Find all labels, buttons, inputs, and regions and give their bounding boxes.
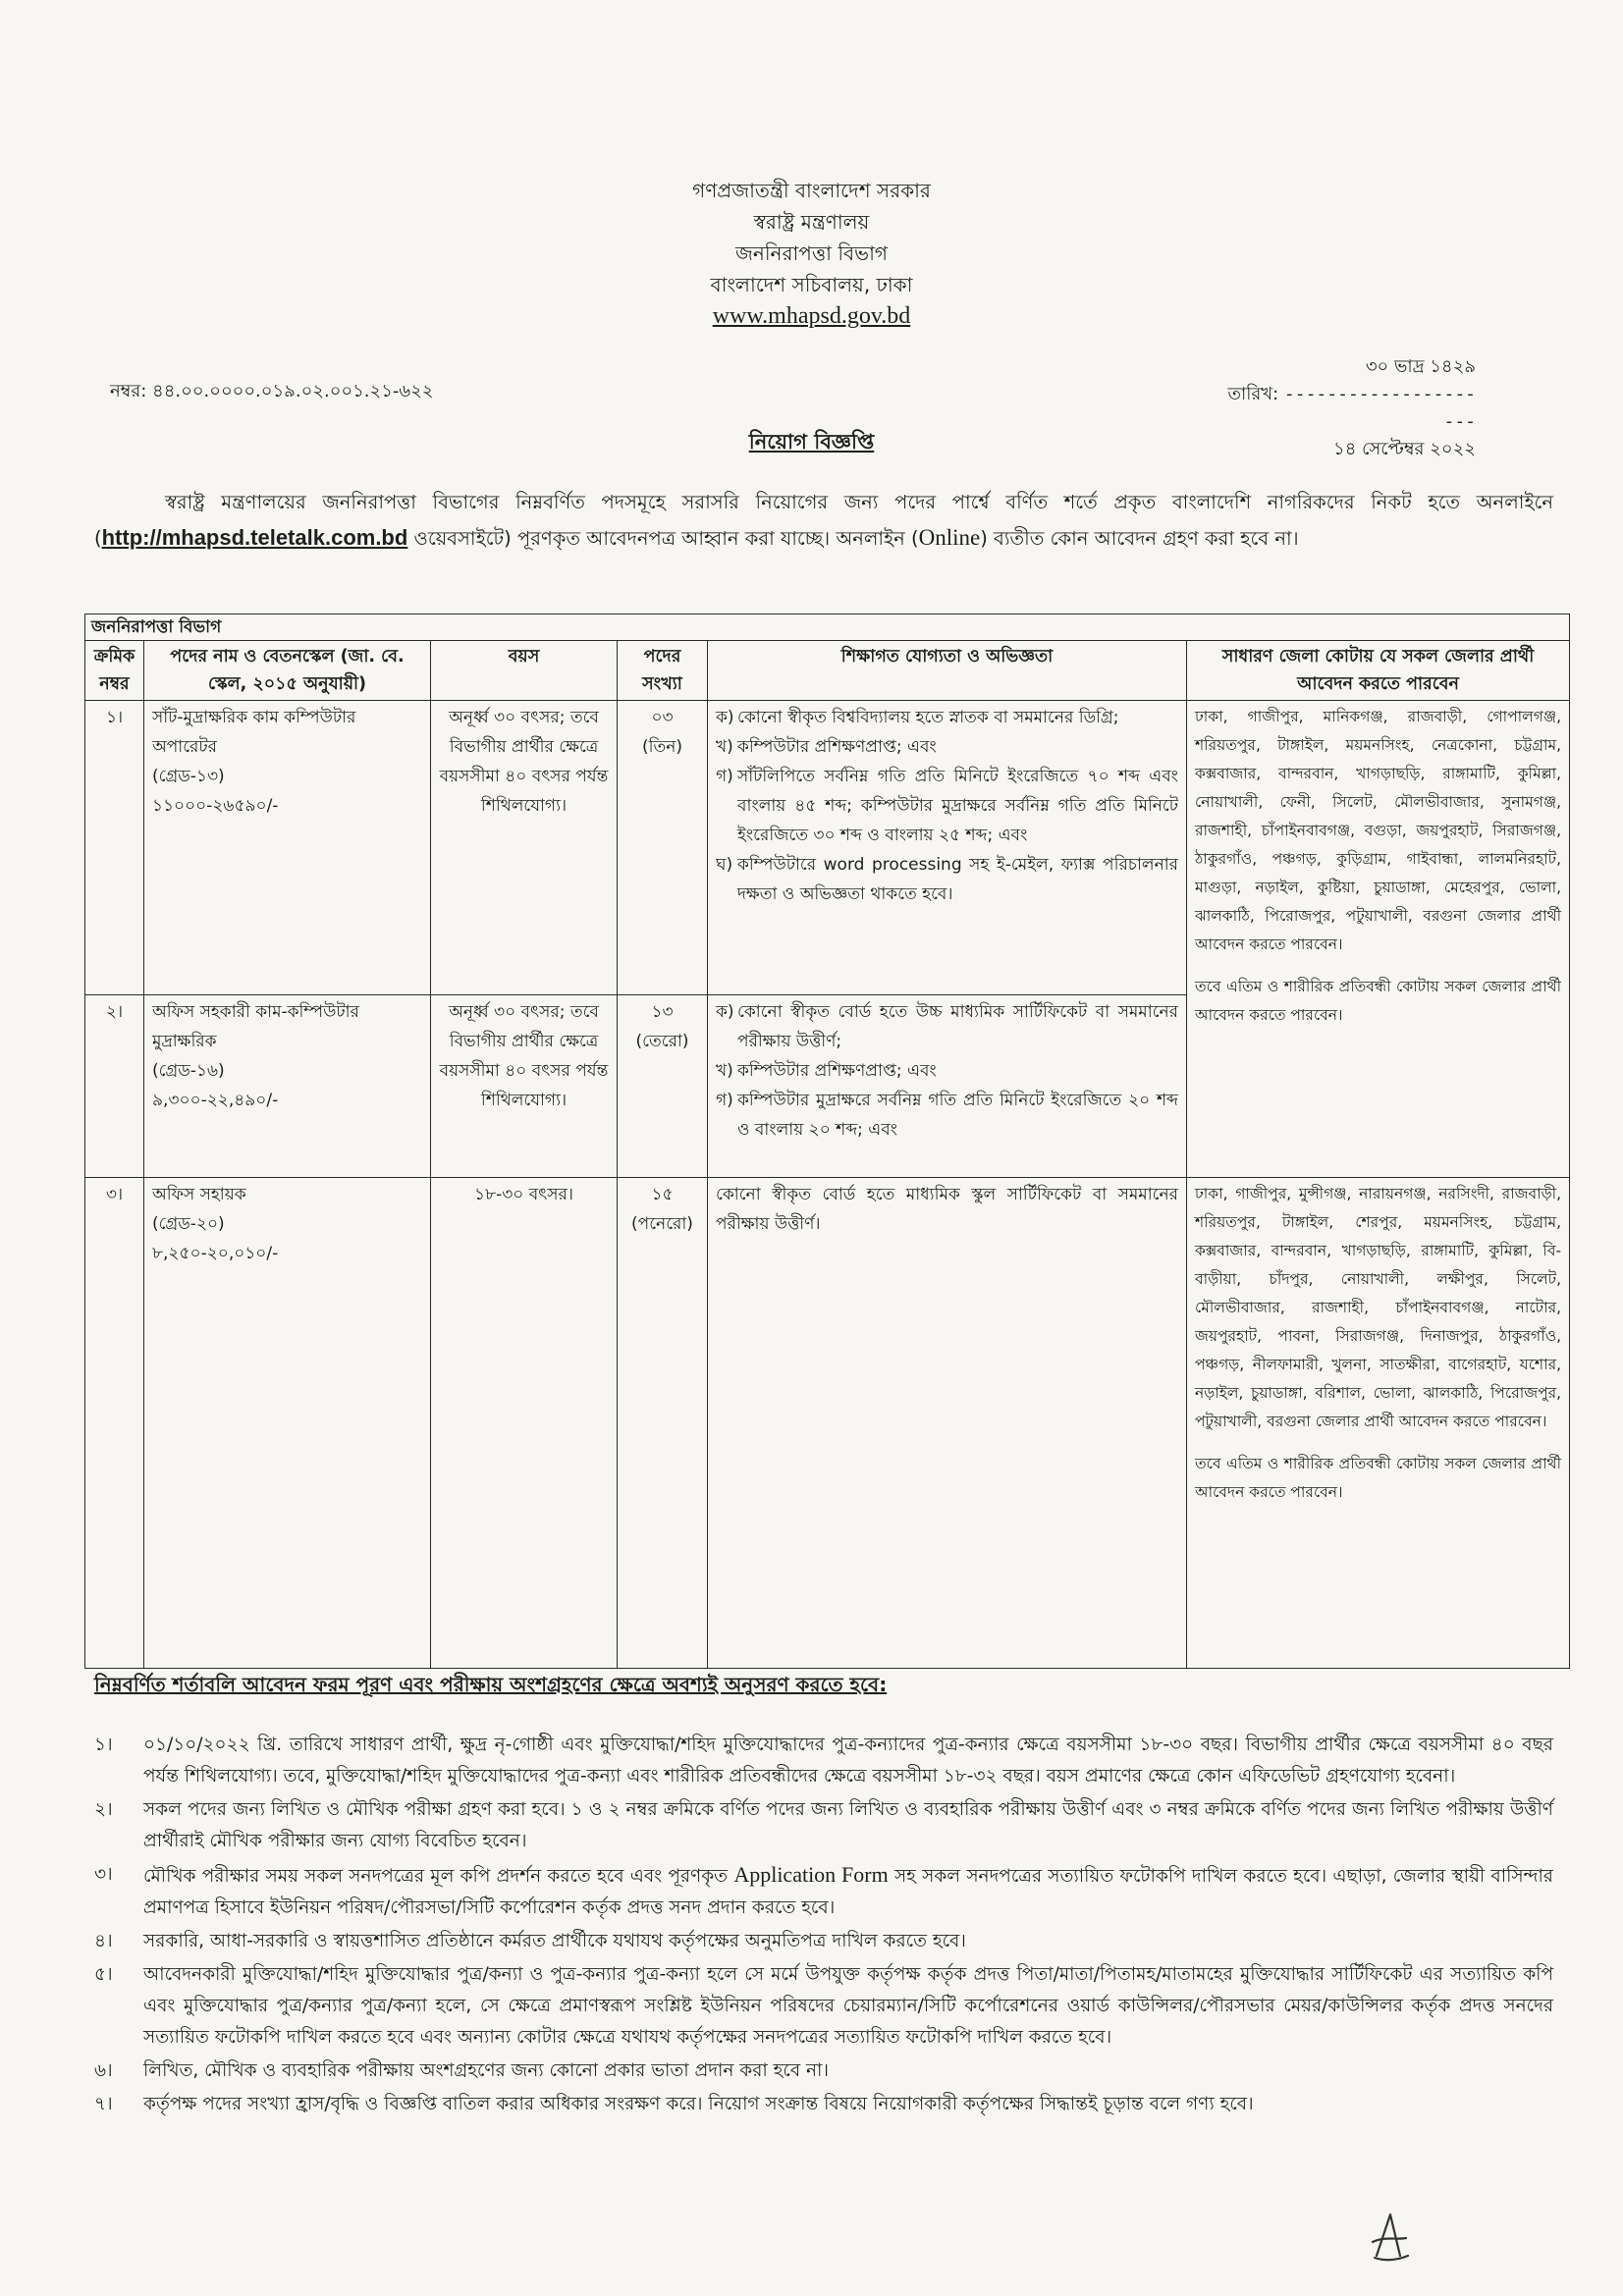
condition-item: ১। ০১/১০/২০২২ খ্রি. তারিখে সাধারণ প্রার্থী, ক্ষুদ্র নৃ-গোষ্ঠী এবং মুক্তিযোদ্ধা/শহিদ মুক্তিযোদ্ধাদের পুত্র-কন্যাদের পুত্র-কন্যার ক্ষেত্রে বয়সসীমা ১৮-৩০ বছর। বিভাগীয় প্রার্থীর ক্ষেত্রে বয়সসীমা ৪০ বছর পর্যন্ত শিথিলযোগ্য। তবে, মুক্তিযোদ্ধা/শহিদ মুক্তিযোদ্ধাদের পুত্র-কন্যা এবং শারীরিক প্রতিবন্ধীদের ক্ষেত্রে বয়সসীমা ১৮-৩২ বছর। বয়স প্রমাণের ক্ষেত্রে কোন এফিডেভিট গ্রহণযোগ্য হবেনা।	[94, 1735, 1553, 1787]
row-count: ১৩ (তেরো)	[618, 995, 708, 1178]
table-row	[85, 1178, 1570, 1669]
quota-note: তবে এতিম ও শারীরিক প্রতিবন্ধী কোটায় সকল জেলার প্রার্থী আবেদন করতে পারবেন।	[1195, 978, 1562, 1024]
memo-number: নম্বর: ৪৪.০০.০০০০.০১৯.০২.০০১.২১-৬২২	[110, 381, 434, 401]
header-post: পদের নাম ও বেতনস্কেল (জা. বে. স্কেল, ২০১৫ অনুযায়ী)	[144, 641, 431, 701]
row-count: ১৫ (পনেরো)	[618, 1178, 708, 1669]
condition-item: ৭। কর্তৃপক্ষ পদের সংখ্যা হ্রাস/বৃদ্ধি ও বিজ্ঞপ্তি বাতিল করার অধিকার সংরক্ষণ করে। নিয়োগ সংক্রান্ত বিষয়ে নিয়োগকারী কর্তৃপক্ষের সিদ্ধান্তই চূড়ান্ত বলে গণ্য হবে।	[94, 2094, 1254, 2114]
header-count: পদের সংখ্যা	[618, 641, 708, 701]
row-age: অনূর্ধ্ব ৩০ বৎসর; তবে বিভাগীয় প্রার্থীর ক্ষেত্রে বয়সসীমা ৪০ বৎসর পর্যন্ত শিথিলযোগ্য।	[431, 701, 618, 995]
qualification-item: ঘ) কম্পিউটারে word processing সহ ই-মেইল, ফ্যাক্স পরিচালনার দক্ষতা ও অভিজ্ঞতা থাকতে হবে।	[716, 855, 1178, 904]
conditions-title: নিম্নবর্ণিত শর্তাবলি আবেদন ফরম পূরণ এবং পরীক্ষায় অংশগ্রহণের ক্ষেত্রে অবশ্যই অনুসরণ করতে হবে:	[94, 1673, 888, 1696]
quota-note: তবে এতিম ও শারীরিক প্রতিবন্ধী কোটায় সকল জেলার প্রার্থী আবেদন করতে পারবেন।	[1195, 1455, 1562, 1501]
row-serial: ৩।	[85, 1178, 144, 1669]
signature-initial-icon	[1363, 2211, 1418, 2266]
department-name: জননিরাপত্তা বিভাগ	[85, 614, 1570, 641]
date-bangla: ৩০ ভাদ্র ১৪২৯	[1365, 356, 1476, 377]
row-qualification: কোনো স্বীকৃত বোর্ড হতে মাধ্যমিক স্কুল সার্টিফিকেট বা সমমানের পরীক্ষায় উত্তীর্ণ।	[708, 1178, 1187, 1669]
table-header-row	[85, 641, 1570, 701]
qualification-item: ক) কোনো স্বীকৃত বোর্ড হতে উচ্চ মাধ্যমিক সার্টিফিকেট বা সমমানের পরীক্ষায় উত্তীর্ণ;	[716, 1002, 1178, 1051]
letterhead	[0, 175, 1623, 332]
row-qualification	[708, 995, 1187, 1178]
table-row	[85, 701, 1570, 995]
quota-districts-posts-1-2	[1187, 701, 1570, 1178]
notice-title: নিয়োগ বিজ্ঞপ্তি	[748, 430, 875, 454]
row-post: সাঁট-মুদ্রাক্ষরিক কাম কম্পিউটার অপারেটর (গ্রেড-১৩) ১১০০০-২৬৫৯০/-	[144, 701, 431, 995]
row-count: ০৩ (তিন)	[618, 701, 708, 995]
row-serial: ১।	[85, 701, 144, 995]
letterhead-ministry: স্বরাষ্ট্র মন্ত্রণালয়	[753, 210, 870, 234]
condition-item: ২। সকল পদের জন্য লিখিত ও মৌখিক পরীক্ষা গ্রহণ করা হবে। ১ ও ২ নম্বর ক্রমিকে বর্ণিত পদের জন্য লিখিত ও ব্যবহারিক পরীক্ষায় উত্তীর্ণ এবং ৩ নম্বর ক্রমিকে বর্ণিত পদের জন্য লিখিত পরীক্ষায় উত্তীর্ণ প্রার্থীরাই মৌখিক পরীক্ষার জন্য যোগ্য বিবেচিত হবেন।	[94, 1799, 1553, 1851]
row-post: অফিস সহায়ক (গ্রেড-২০) ৮,২৫০-২০,০১০/-	[144, 1178, 431, 1669]
row-post: অফিস সহকারী কাম-কম্পিউটার মুদ্রাক্ষরিক (গ্রেড-১৬) ৯,৩০০-২২,৪৯০/-	[144, 995, 431, 1178]
header-serial: ক্রমিক নম্বর	[85, 641, 144, 701]
condition-item: ৩। মৌখিক পরীক্ষার সময় সকল সনদপত্রের মূল কপি প্রদর্শন করতে হবে এবং পূরণকৃত Application Form সহ সকল সনদপত্রের সত্যায়িত ফটোকপি দাখিল করতে হবে। এছাড়া, জেলার স্থায়ী বাসিন্দার প্রমাণপত্র হিসাবে ইউনিয়ন পরিষদ/পৌরসভা/সিটি কর্পোরেশন কর্তৃক প্রদত্ত সনদ প্রদান করতে হবে।	[94, 1862, 1553, 1918]
letterhead-government: গণপ্রজাতন্ত্রী বাংলাদেশ সরকার	[692, 179, 931, 202]
row-age: ১৮-৩০ বৎসর।	[431, 1178, 618, 1669]
intro-paragraph: স্বরাষ্ট্র মন্ত্রণালয়ের জননিরাপত্তা বিভাগের নিম্নবর্ণিত পদসমূহে সরাসরি নিয়োগের জন্য পদের পার্শ্বে বর্ণিত শর্তে প্রকৃত বাংলাদেশি নাগরিকদের নিকট হতে অনলাইনে (http://mhapsd.teletalk.com.bd ওয়েবসাইটে) পূরণকৃত আবেদনপত্র আহ্বান করা যাচ্ছে। অনলাইন (Online) ব্যতীত কোন আবেদন গ্রহণ করা হবে না।	[94, 491, 1553, 550]
quota-district-list: ঢাকা, গাজীপুর, মুন্সীগঞ্জ, নারায়নগঞ্জ, নরসিংদী, রাজবাড়ী, শরিয়তপুর, টাঙ্গাইল, শেরপুর, ময়মনসিংহ, চট্টগ্রাম, কক্সবাজার, বান্দরবান, খাগড়াছড়ি, রাঙ্গামাটি, কুমিল্লা, বি-বাড়ীয়া, চাঁদপুর, নোয়াখালী, লক্ষীপুর, সিলেট, মৌলভীবাজার, রাজশাহী, চাঁপাইনবাবগঞ্জ, নাটোর, জয়পুরহাট, পাবনা, সিরাজগঞ্জ, দিনাজপুর, ঠাকুরগাঁও, পঞ্চগড়, নীলফামারী, খুলনা, সাতক্ষীরা, বাগেরহাট, যশোর, নড়াইল, চুয়াডাঙ্গা, বরিশাল, ভোলা, ঝালকাঠি, পিরোজপুর, পটুয়াখালী, বরগুনা জেলার প্রার্থী আবেদন করতে পারবেন।	[1195, 1185, 1562, 1430]
letterhead-website[interactable]: www.mhapsd.gov.bd	[712, 303, 911, 329]
condition-item: ৫। আবেদনকারী মুক্তিযোদ্ধা/শহিদ মুক্তিযোদ্ধার পুত্র/কন্যা ও পুত্র-কন্যার পুত্র-কন্যা হলে সে মর্মে উপযুক্ত কর্তৃপক্ষ কর্তৃক প্রদত্ত পিতা/মাতা/পিতামহ/মাতামহের মুক্তিযোদ্ধার সার্টিফিকেট এর সত্যায়িত কপি এবং মুক্তিযোদ্ধার পুত্র/কন্যার পুত্র/কন্যা হলে, সে ক্ষেত্রে প্রমাণস্বরূপ সংশ্লিষ্ট ইউনিয়ন পরিষদের চেয়ারম্যান/সিটি কর্পোরেশনের ওয়ার্ড কাউন্সিলর/পৌরসভার মেয়র/কাউন্সিলর কর্তৃক প্রদত্ত সনদের সত্যায়িত ফটোকপি দাখিল করতে হবে এবং অন্যান্য কোটার ক্ষেত্রে যথাযথ কর্তৃপক্ষের সনদপত্রের সত্যায়িত ফটোকপি দাখিল করতে হবে।	[94, 1964, 1553, 2048]
table-department-row	[85, 614, 1570, 641]
qualification-item: খ) কম্পিউটার প্রশিক্ষণপ্রাপ্ত; এবং	[716, 1061, 937, 1081]
row-qualification	[708, 701, 1187, 995]
header-qualification: শিক্ষাগত যোগ্যতা ও অভিজ্ঞতা	[708, 641, 1187, 701]
row-serial: ২।	[85, 995, 144, 1178]
letterhead-secretariat: বাংলাদেশ সচিবালয়, ঢাকা	[710, 273, 913, 296]
qualification-item: খ) কম্পিউটার প্রশিক্ষণপ্রাপ্ত; এবং	[716, 737, 937, 757]
condition-item: ৬। লিখিত, মৌখিক ও ব্যবহারিক পরীক্ষায় অংশগ্রহণের জন্য কোনো প্রকার ভাতা প্রদান করা হবে না।	[94, 2060, 830, 2081]
conditions-list	[94, 1730, 1553, 2122]
date-rule: ---------------------	[1283, 384, 1476, 432]
header-quota: সাধারণ জেলা কোটায় যে সকল জেলার প্রার্থী আবেদন করতে পারবেন	[1187, 641, 1570, 701]
row-age: অনূর্ধ্ব ৩০ বৎসর; তবে বিভাগীয় প্রার্থীর ক্ষেত্রে বয়সসীমা ৪০ বৎসর পর্যন্ত শিথিলযোগ্য।	[431, 995, 618, 1178]
quota-district-list: ঢাকা, গাজীপুর, মানিকগঞ্জ, রাজবাড়ী, গোপালগঞ্জ, শরিয়তপুর, টাঙ্গাইল, ময়মনসিংহ, নেত্রকোনা, চট্টগ্রাম, কক্সবাজার, বান্দরবান, খাগড়াছড়ি, রাঙ্গামাটি, কুমিল্লা, নোয়াখালী, ফেনী, সিলেট, মৌলভীবাজার, সুনামগঞ্জ, রাজশাহী, চাঁপাইনবাবগঞ্জ, বগুড়া, জয়পুরহাট, সিরাজগঞ্জ, ঠাকুরগাঁও, পঞ্চগড়, কুড়িগ্রাম, গাইবান্ধা, লালমনিরহাট, মাগুড়া, নড়াইল, কুষ্টিয়া, চুয়াডাঙ্গা, মেহেরপুর, ভোলা, ঝালকাঠি, পিরোজপুর, পটুয়াখালী, বরগুনা জেলার প্রার্থী আবেদন করতে পারবেন।	[1195, 708, 1562, 953]
application-website-link[interactable]: http://mhapsd.teletalk.com.bd	[101, 525, 408, 550]
qualification-item: ক) কোনো স্বীকৃত বিশ্ববিদ্যালয় হতে স্নাতক বা সমমানের ডিগ্রি;	[716, 708, 1119, 727]
letterhead-division: জননিরাপত্তা বিভাগ	[735, 241, 888, 265]
qualification-item: গ) সাঁটলিপিতে সর্বনিম্ন গতি প্রতি মিনিটে ইংরেজিতে ৭০ শব্দ এবং বাংলায় ৪৫ শব্দ; কম্পিউটার মুদ্রাক্ষরে সর্বনিম্ন গতি প্রতি মিনিটে ইংরেজিতে ৩০ শব্দ ও বাংলায় ২৫ শব্দ; এবং	[716, 767, 1178, 845]
date-label: তারিখ:	[1227, 384, 1284, 404]
header-age: বয়স	[431, 641, 618, 701]
vacancy-table	[84, 614, 1570, 1669]
quota-districts-post-3	[1187, 1178, 1570, 1669]
condition-item: ৪। সরকারি, আধা-সরকারি ও স্বায়ত্তশাসিত প্রতিষ্ঠানে কর্মরত প্রার্থীকে যথাযথ কর্তৃপক্ষের অনুমতিপত্র দাখিল করতে হবে।	[94, 1931, 966, 1951]
date-english: ১৪ সেপ্টেম্বর ২০২২	[1333, 439, 1476, 459]
qualification-item: গ) কম্পিউটার মুদ্রাক্ষরে সর্বনিম্ন গতি প্রতি মিনিটে ইংরেজিতে ২০ শব্দ ও বাংলায় ২০ শব্দ; এবং	[716, 1091, 1178, 1140]
